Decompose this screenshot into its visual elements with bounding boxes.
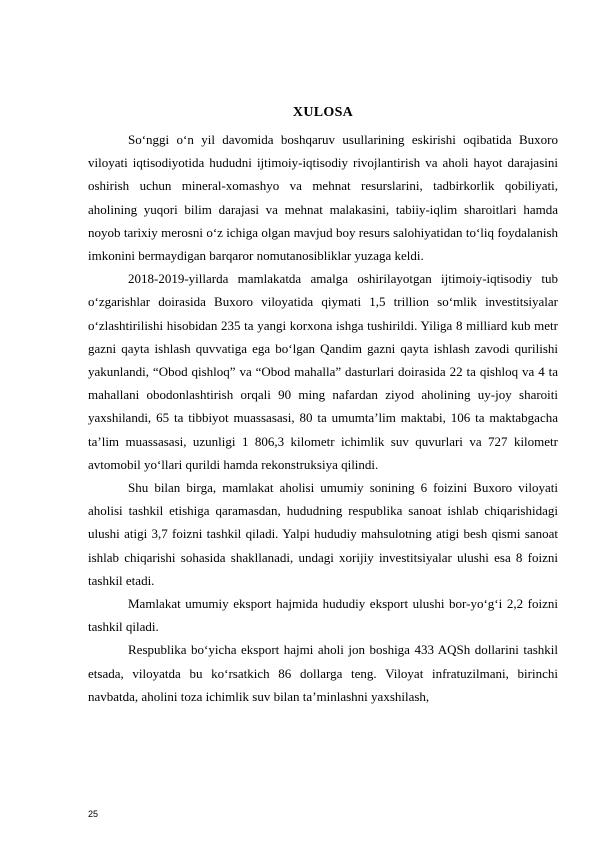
paragraph-4: Mamlakat umumiy eksport hajmida hududiy eksport ulushi bor-yo‘g‘i 2,2 foizni tashkil qiladi. xyxy=(88,596,558,635)
paragraph-5: Respublika bo‘yicha eksport hajmi aholi jon boshiga 433 AQSh dollarini tashkil etsada, viloyatda bu ko‘rsatkich 86 dollarga teng. Viloyat infratuzilmani, birinchi navbatda, aholini toza ichimlik suv bilan ta’minlashni yaxshilash, xyxy=(88,642,558,704)
paragraph-1: So‘nggi o‘n yil davomida boshqaruv usullarining eskirishi oqibatida Buxoro viloyati iqtisodiyotida hududni ijtimoiy-iqtisodiy rivojlantirish va aholi hayot darajasini oshirish uchun mineral-xomashyo va mehnat resurslarini, tadbirkorlik qobiliyati, aholining yuqori bilim darajasi va mehnat malakasini, tabiiy-iqlim sharoitlari hamda noyob tarixiy merosni o‘z ichiga olgan mavjud boy resurs salohiyatidan to‘liq foydalanish imkonini bermaydigan barqaror nomutanosibliklar yuzaga keldi. xyxy=(88,132,558,264)
page-number: 25 xyxy=(88,809,99,819)
paragraph-3: Shu bilan birga, mamlakat aholisi umumiy sonining 6 foizini Buxoro viloyati aholisi tashkil etishiga qaramasdan, hududning respublika sanoat ishlab chiqarishidagi ulushi atigi 3,7 foizni tashkil qiladi. Yalpi hududiy mahsulotning atigi besh qismi sanoat ishlab chiqarishi sohasida shakllanadi, undagi xorijiy investitsiyalar ulushi esa 8 foizni tashkil etadi. xyxy=(88,480,558,588)
paragraph-2: 2018-2019-yillarda mamlakatda amalga oshirilayotgan ijtimoiy-iqtisodiy tub o‘zgarishlar doirasida Buxoro viloyatida qiymati 1,5 trillion so‘mlik investitsiyalar o‘zlashtirilishi hisobidan 235 ta yangi korxona ishga tushirildi. Yiliga 8 milliard kub metr gazni qayta ishlash quvvatiga ega bo‘lgan Qandim gazni qayta ishlash zavodi qurilishi yakunlandi, “Obod qishloq” va “Obod mahalla” dasturlari doirasida 22 ta qishloq va 4 ta mahallani obodonlashtirish orqali 90 ming nafardan ziyod aholining uy-joy sharoiti yaxshilandi, 65 ta tibbiyot muassasasi, 80 ta umumta’lim maktabi, 106 ta maktabgacha ta’lim muassasasi, uzunligi 1 806,3 kilometr ichimlik suv quvurlari va 727 kilometr avtomobil yo‘llari qurildi hamda rekonstruksiya qilindi. xyxy=(88,271,558,472)
body-text xyxy=(88,128,558,708)
section-heading: XULOSA xyxy=(292,105,354,120)
